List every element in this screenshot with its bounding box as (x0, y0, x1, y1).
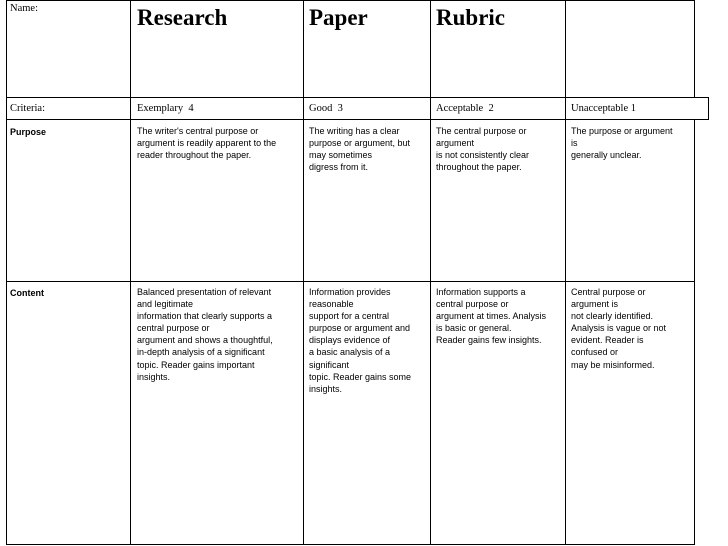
title-word-rubric: Rubric (436, 5, 505, 30)
rule-col-2 (303, 0, 304, 545)
rule-top (6, 0, 695, 1)
rule-criteria-bottom (6, 119, 709, 120)
purpose-acceptable: The central purpose or argument is not consistently clear throughout the paper. (436, 126, 530, 173)
rule-col-1 (130, 0, 131, 545)
purpose-exemplary: The writer's central purpose or argument is readily apparent to the reader throughout the paper. (137, 126, 277, 161)
criterion-content: Content (10, 288, 44, 298)
rule-col-left (6, 0, 7, 545)
content-good: Information provides reasonable support for a central purpose or argument and displays evidence of a basic analysis of a significant topic. Reader gains some insights. (309, 287, 412, 394)
level-good: Good 3 (309, 103, 343, 114)
title-word-paper: Paper (309, 5, 368, 30)
title-word-research: Research (137, 5, 228, 30)
level-unacceptable: Unacceptable 1 (571, 103, 637, 114)
name-label: Name: (10, 3, 38, 14)
rule-col-right (694, 0, 695, 98)
rule-purpose-bottom (6, 281, 695, 282)
rule-col-right-criteria (708, 97, 709, 120)
level-acceptable: Acceptable 2 (436, 103, 494, 114)
rule-col-right-body (694, 119, 695, 545)
rule-col-4 (565, 0, 566, 545)
rule-col-3 (430, 0, 431, 545)
content-unacceptable: Central purpose or argument is not clearly identified. Analysis is vague or not evident. Reader is confused or may be misinformed. (571, 287, 667, 370)
rule-header-bottom (6, 97, 709, 98)
rule-bottom (6, 544, 695, 545)
purpose-good: The writing has a clear purpose or argument, but may sometimes digress from it. (309, 126, 411, 173)
purpose-unacceptable: The purpose or argument is generally unclear. (571, 126, 673, 161)
level-exemplary: Exemplary 4 (137, 103, 194, 114)
criterion-purpose: Purpose (10, 127, 47, 137)
content-exemplary: Balanced presentation of relevant and legitimate information that clearly supports a central purpose or argument and shows a thoughtful, in-depth analysis of a significant topic. Reader gains important insights. (137, 287, 273, 382)
criteria-label: Criteria: (10, 103, 45, 114)
content-acceptable: Information supports a central purpose or argument at times. Analysis is basic or general. Reader gains few insights. (436, 287, 547, 346)
